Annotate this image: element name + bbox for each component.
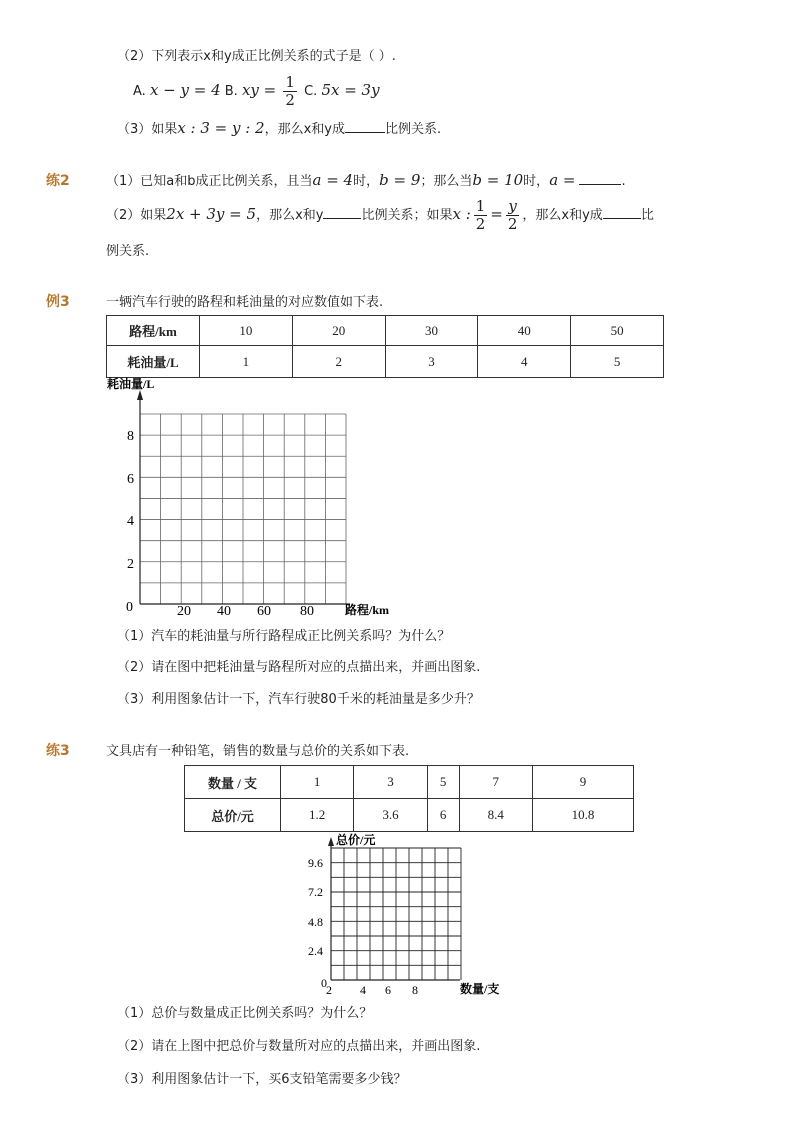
grid-lines (331, 848, 461, 980)
lian2-q2-cont: 例关系. (106, 244, 150, 259)
y-tick-label: 2.4 (308, 944, 323, 958)
li3-intro: 一辆汽车行驶的路程和耗油量的对应数值如下表. (106, 295, 384, 310)
lian2-tag: 练2 (46, 173, 70, 189)
table-cell: 30 (385, 316, 478, 346)
table-cell: 20 (292, 316, 385, 346)
table-cell: 2 (292, 346, 385, 378)
table-header-cell: 耗油量/L (107, 346, 200, 378)
x-axis-label: 路程/km (345, 603, 390, 617)
y-axis-arrow (137, 390, 143, 400)
table-cell: 10.8 (532, 799, 633, 832)
lian2-q2: （2）如果2x + 3y = 5，那么x和y 比例关系；如果x : $\frac{1}{2}$ = $\frac{y}{2}$ ，那么x和y成 比 (106, 197, 654, 233)
option-c-expr: 5x = 3y (321, 81, 380, 99)
q3-line: （3）如果x : 3 = y : 2，那么x和y成 比例关系. (117, 119, 442, 137)
y-tick-label: 2 (127, 557, 134, 572)
li3-tag: 例3 (46, 294, 70, 310)
q2-stem: （2）下列表示x和y成正比例关系的式子是（ ）. (117, 49, 396, 64)
table-cell: 6 (427, 799, 459, 832)
option-b-fraction: $\frac{1}{2}$ (285, 73, 295, 109)
y-axis-label: 总价/元 (336, 833, 376, 847)
lian3-tag: 练3 (46, 743, 70, 759)
answer-blank[interactable] (579, 171, 621, 185)
x-tick-label: 6 (385, 983, 391, 997)
option-b-expr: xy = (241, 81, 277, 99)
table-cell: 10 (200, 316, 293, 346)
fraction-y-half: $\frac{y}{2}$ (507, 197, 518, 233)
origin-label: 0 (126, 600, 133, 615)
table-cell: 1 (281, 766, 354, 799)
lian3-table (184, 765, 634, 832)
grid-lines (140, 414, 346, 604)
x-tick-label: 20 (177, 604, 191, 619)
table-cell: 4 (478, 346, 571, 378)
li3-grid-chart[interactable] (100, 372, 400, 622)
option-c-label: C. (304, 84, 318, 99)
lian3-q2: （2）请在上图中把总价与数量所对应的点描出来，并画出图象. (117, 1039, 481, 1054)
y-tick-label: 9.6 (308, 856, 323, 870)
table-header-cell: 数量 / 支 (185, 766, 281, 799)
answer-blank[interactable] (323, 205, 361, 219)
table-cell: 5 (571, 346, 664, 378)
answer-blank[interactable] (603, 205, 641, 219)
lian3-grid-chart[interactable] (300, 830, 530, 1000)
li3-q2: （2）请在图中把耗油量与路程所对应的点描出来，并画出图象. (117, 660, 481, 675)
y-axis-label: 耗油量/L (107, 377, 155, 391)
y-tick-label: 7.2 (308, 885, 323, 899)
table-cell: 50 (571, 316, 664, 346)
li3-q3: （3）利用图象估计一下，汽车行驶80千米的耗油量是多少升？ (117, 692, 480, 707)
y-tick-label: 4 (127, 514, 134, 529)
table-cell: 3 (385, 346, 478, 378)
table-header-cell: 路程/km (107, 316, 200, 346)
q2-options (133, 70, 380, 110)
table-cell: 7 (459, 766, 532, 799)
y-tick-label: 6 (127, 472, 134, 487)
table-cell: 9 (532, 766, 633, 799)
y-tick-label: 8 (127, 429, 134, 444)
fraction-half: $\frac{1}{2}$ (475, 197, 486, 233)
option-b-label: B. (224, 84, 238, 99)
option-a-expr: x − y = 4 (149, 81, 221, 99)
table-cell: 3.6 (354, 799, 427, 832)
lian3-q1: （1）总价与数量成正比例关系吗？为什么？ (117, 1006, 373, 1021)
lian3-q3: （3）利用图象估计一下，买6支铅笔需要多少钱？ (117, 1072, 407, 1087)
table-header-cell: 总价/元 (185, 799, 281, 832)
origin-label: 0 (321, 976, 327, 990)
x-axis-label: 数量/支 (460, 982, 500, 996)
x-tick-label: 4 (360, 983, 366, 997)
option-a-label: A. (133, 84, 146, 99)
table-cell: 3 (354, 766, 427, 799)
x-tick-label: 60 (257, 604, 271, 619)
table-cell: 8.4 (459, 799, 532, 832)
li3-table (106, 315, 664, 378)
table-cell: 40 (478, 316, 571, 346)
x-tick-label: 80 (300, 604, 314, 619)
li3-q1: （1）汽车的耗油量与所行路程成正比例关系吗？为什么？ (117, 629, 451, 644)
y-tick-label: 4.8 (308, 915, 323, 929)
q3-expr: x : 3 = y : 2 (177, 119, 265, 137)
x-tick-label: 2 (326, 983, 332, 997)
answer-blank[interactable] (345, 119, 385, 133)
x-tick-label: 8 (412, 983, 418, 997)
table-cell: 1.2 (281, 799, 354, 832)
table-cell: 1 (200, 346, 293, 378)
y-axis-arrow (328, 837, 334, 846)
table-cell: 5 (427, 766, 459, 799)
lian2-q1: （1）已知a和b成正比例关系，且当a = 4时，b = 9；那么当b = 10时，a = . (106, 171, 626, 189)
lian3-intro: 文具店有一种铅笔，销售的数量与总价的关系如下表. (106, 744, 410, 759)
x-tick-label: 40 (217, 604, 231, 619)
